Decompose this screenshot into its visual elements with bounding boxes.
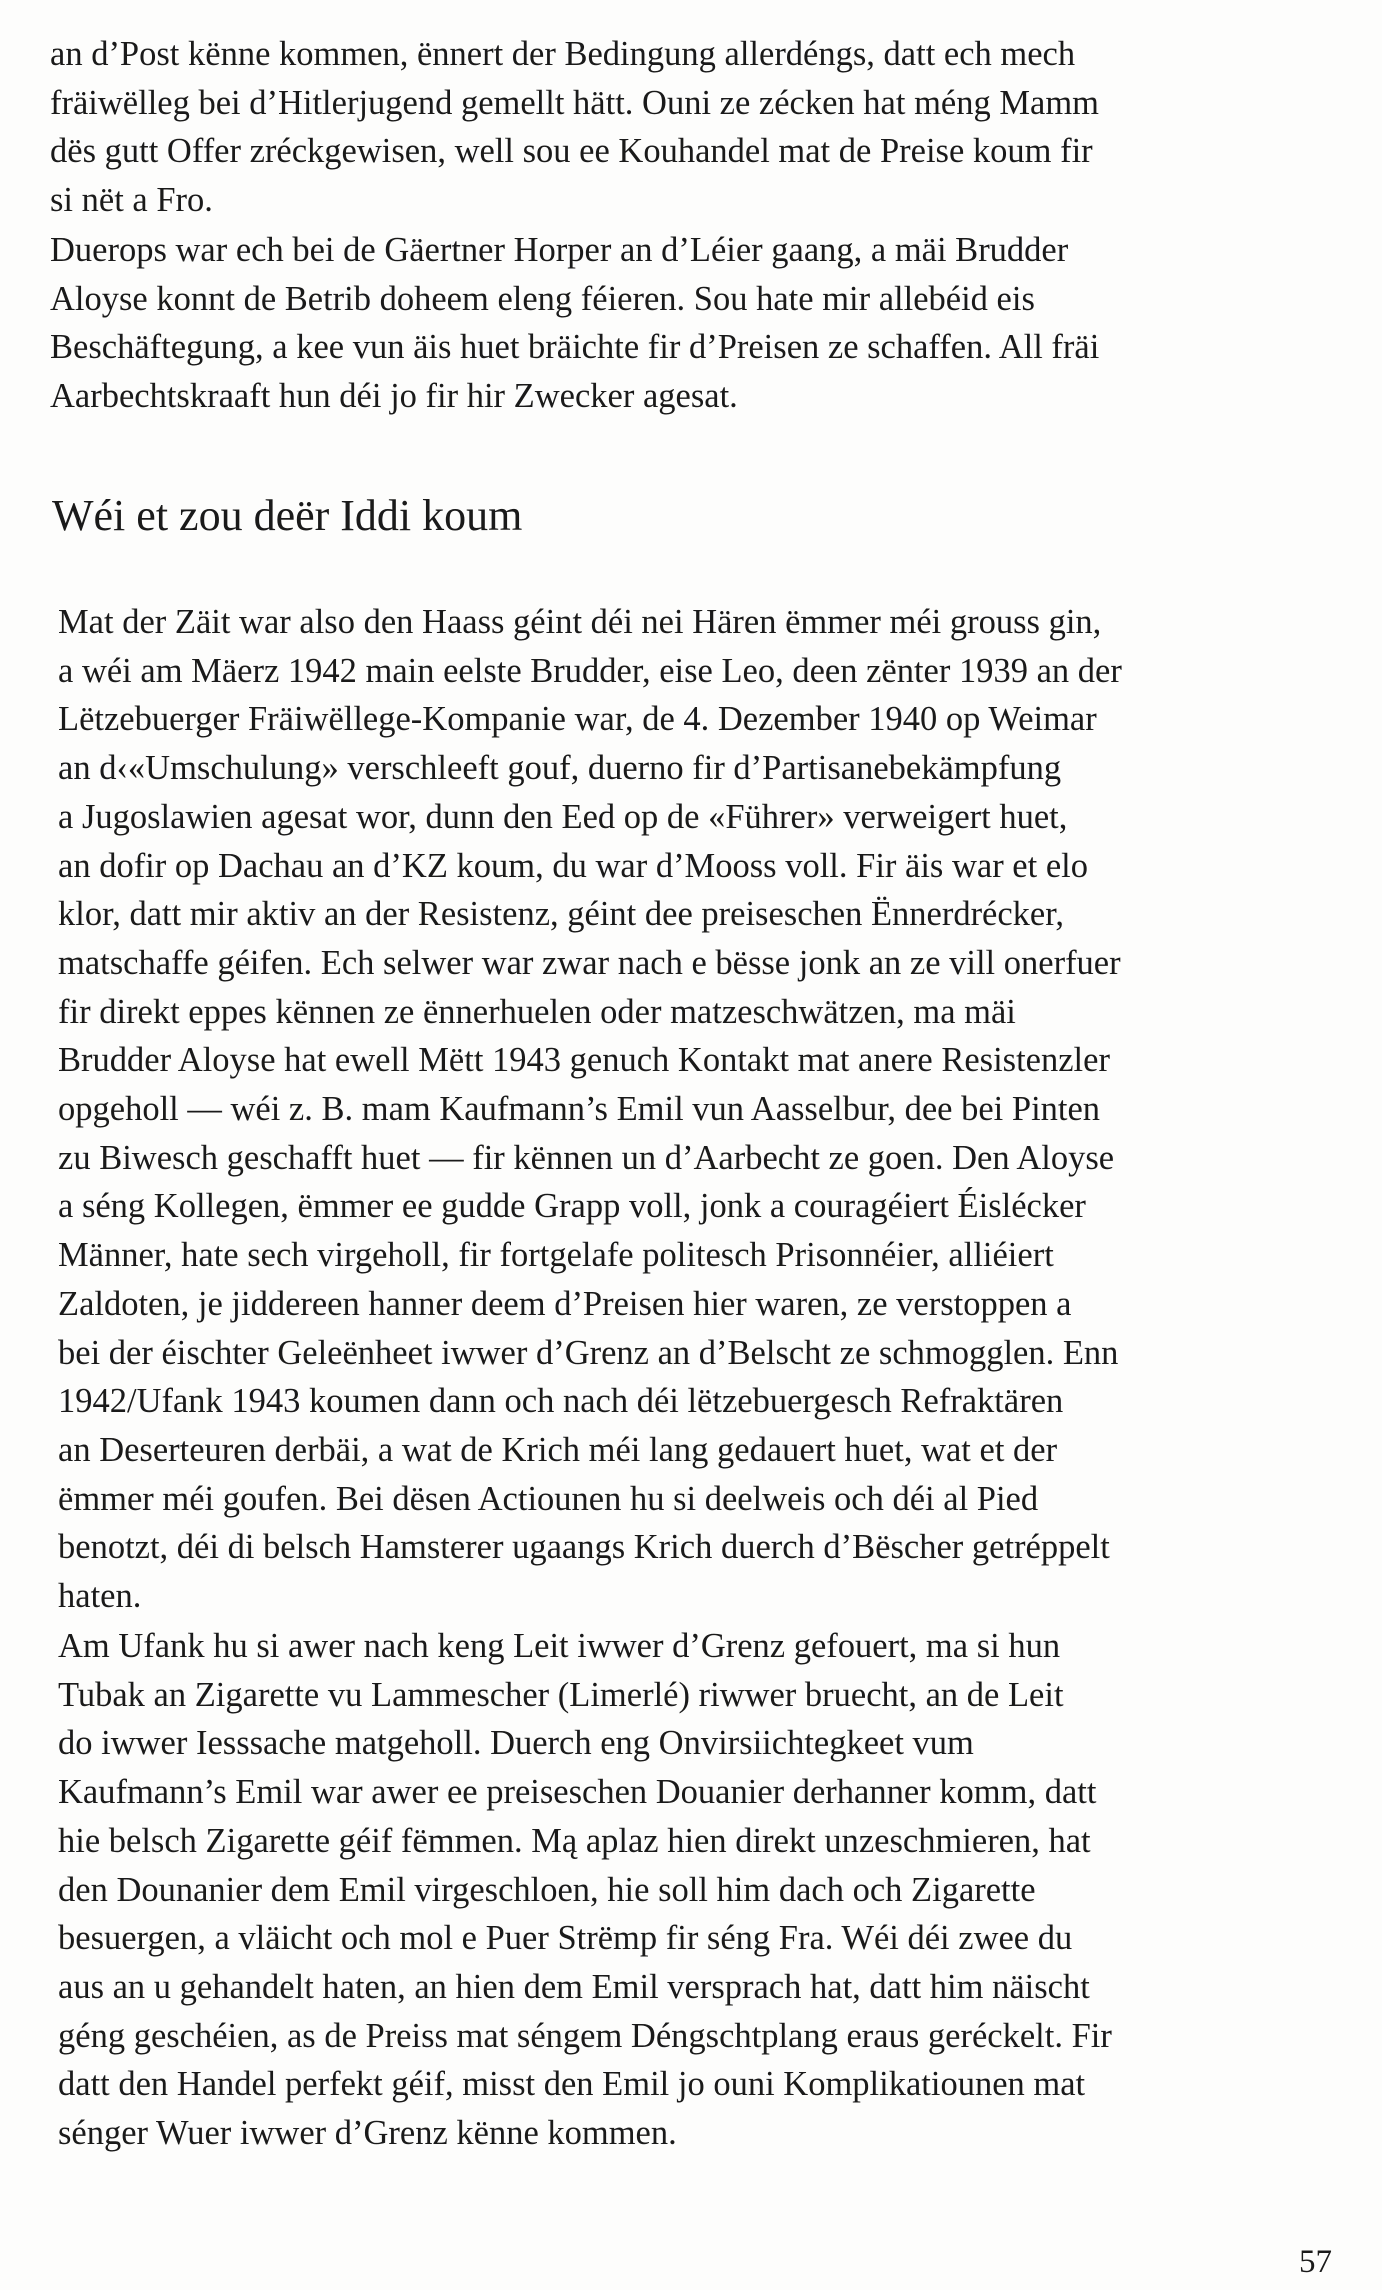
paragraph-4: Am Ufank hu si awer nach keng Leit iwwer d’Grenz gefouert, ma si hun Tubak an Zigarette vu Lammescher (Limerlé) riwwer bruecht, an de Leit do iwwer Iesssache matgeholl. Duerch eng Onvirsiichtegkeet vum Kaufmann’s Emil war awer ee preiseschen Douanier derhanner komm, datt hie belsch Zigarette géif fëmmen. Mą aplaz hien direkt unzeschmieren, hat den Dounanier dem Emil virgeschloen, hie soll him dach och Zigarette besuergen, a vläicht och mol e Puer Strëmp fir séng Fra. Wéi déi zwee du aus an u gehandelt haten, an hien dem Emil versprach hat, datt him näischt géng geschéien, as de Preiss mat séngem Déngschtplang eraus geréckelt. Fir datt den Handel perfekt géif, misst den Emil jo ouni Komplikatiounen mat sénger Wuer iwwer d’Grenz kënne kommen. <box>58 1627 1112 2153</box>
paragraph-2: Duerops war ech bei de Gäertner Horper an d’Léier gaang, a mäi Brudder Aloyse konnt de Betrib doheem eleng féieren. Sou hate mir allebéid eis Beschäftegung, a kee vun äis huet bräichte fir d’Preisen ze schaffen. All fräi Aarbechtskraaft hun déi jo fir hir Zwecker agesat. <box>50 231 1100 416</box>
section-heading: Wéi et zou deër Iddi koum <box>52 491 523 540</box>
paragraph-1: an d’Post kënne kommen, ënnert der Bedingung allerdéngs, datt ech mech fräiwëlleg bei d’Hitlerjugend gemellt hätt. Ouni ze zécken hat méng Mamm dës gutt Offer zréckgewisen, well sou ee Kouhandel mat de Preise koum fir si nët a Fro. <box>50 35 1099 220</box>
paragraph-3: Mat der Zäit war also den Haass géint déi nei Hären ëmmer méi grouss gin, a wéi am Mäerz 1942 main eelste Brudder, eise Leo, deen zënter 1939 an der Lëtzebuerger Fräiwëllege-Kompanie war, de 4. Dezember 1940 op Weimar an d‹«Umschulung» verschleeft gouf, duerno fir d’Partisanebekämpfung a Jugoslawien agesat wor, dunn den Eed op de «Führer» verweigert huet, an dofir op Dachau an d’KZ koum, du war d’Mooss voll. Fir äis war et elo klor, datt mir aktiv an der Resistenz, géint dee preiseschen Ënnerdrécker, matschaffe géifen. Ech selwer war zwar nach e bësse jonk an ze vill onerfuer fir direkt eppes kënnen ze ënnerhuelen oder matzeschwätzen, ma mäi Brudder Aloyse hat ewell Mëtt 1943 genuch Kontakt mat anere Resistenzler opgeholl — wéi z. B. mam Kaufmann’s Emil vun Aasselbur, dee bei Pinten zu Biwesch geschafft huet — fir kënnen un d’Aarbecht ze goen. Den Aloyse a séng Kollegen, ëmmer ee gudde Grapp voll, jonk a couragéiert Éislécker Männer, hate sech virgeholl, fir fortgelafe politesch Prisonnéier, alliéiert Zaldoten, je jiddereen hanner deem d’Preisen hier waren, ze verstoppen a bei der éischter Geleënheet iwwer d’Grenz an d’Belscht ze schmogglen. Enn 1942/Ufank 1943 koumen dann och nach déi lëtzebuergesch Refraktären an Deserteuren derbäi, a wat de Krich méi lang gedauert huet, wat et der ëmmer méi goufen. Bei dësen Actiounen hu si deelweis och déi al Pied benotzt, déi di belsch Hamsterer ugaangs Krich duerch d’Bëscher getréppelt haten. <box>58 603 1122 1616</box>
page-number: 57 <box>1299 2244 1332 2280</box>
